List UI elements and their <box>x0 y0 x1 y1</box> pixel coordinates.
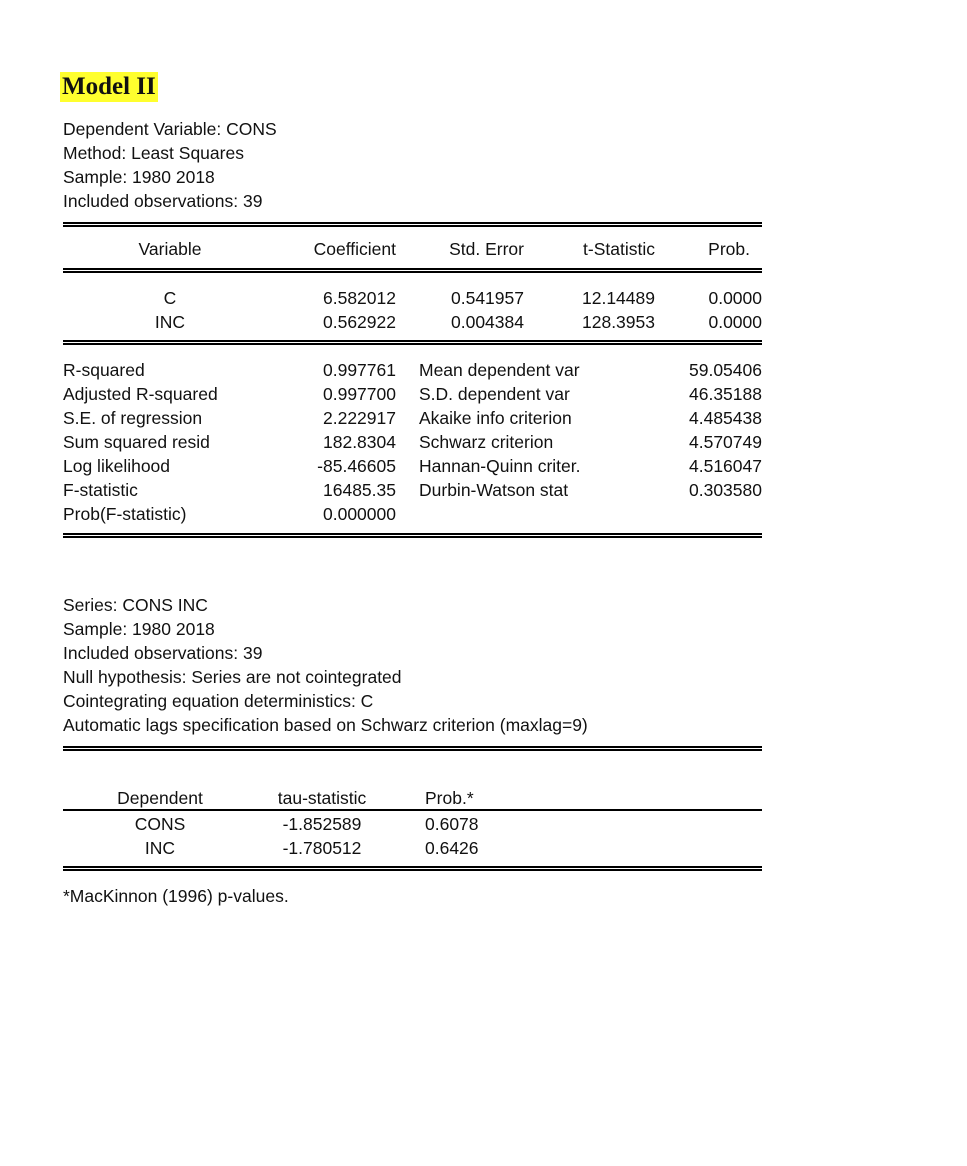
stat-value: 2.222917 <box>323 408 396 428</box>
coef-row-c-prob: 0.0000 <box>708 288 762 308</box>
coef-row-inc-coefficient: 0.562922 <box>323 312 396 332</box>
coint-included-observations: Included observations: 39 <box>63 643 263 663</box>
coef-row-c-t-statistic: 12.14489 <box>582 288 655 308</box>
coef-row-inc-variable: INC <box>154 312 186 332</box>
table-stats-double-rule <box>63 340 762 345</box>
coint-col-header-dependent: Dependent <box>117 788 203 808</box>
table-header-double-rule <box>63 268 762 273</box>
stat-value: 59.05406 <box>689 360 762 380</box>
coint-row-inc-prob: 0.6426 <box>425 838 479 858</box>
stat-label: Schwarz criterion <box>419 432 554 452</box>
coint-lag-spec: Automatic lags specification based on Schwarz criterion (maxlag=9) <box>63 715 588 735</box>
coef-row-inc-std-error: 0.004384 <box>451 312 524 332</box>
coint-row-cons-dependent: CONS <box>134 814 186 834</box>
coint-sample: Sample: 1980 2018 <box>63 619 215 639</box>
stat-label: F-statistic <box>63 480 138 500</box>
coint-top-double-rule <box>63 746 762 751</box>
coint-col-header-prob: Prob.* <box>425 788 474 808</box>
stat-value: -85.46605 <box>317 456 396 476</box>
stat-label: Sum squared resid <box>63 432 210 452</box>
coef-row-c-std-error: 0.541957 <box>451 288 524 308</box>
col-header-t-statistic: t-Statistic <box>583 239 655 259</box>
stat-value: 0.997761 <box>323 360 396 380</box>
coint-row-cons-prob: 0.6078 <box>425 814 479 834</box>
col-header-coefficient: Coefficient <box>313 239 396 259</box>
col-header-std-error: Std. Error <box>449 239 524 259</box>
stat-value: 46.35188 <box>689 384 762 404</box>
stat-label: Hannan-Quinn criter. <box>419 456 581 476</box>
stat-value: 4.485438 <box>689 408 762 428</box>
stat-label: Prob(F-statistic) <box>63 504 187 524</box>
coint-series: Series: CONS INC <box>63 595 208 615</box>
coint-header-rule <box>63 809 762 811</box>
stat-value: 16485.35 <box>323 480 396 500</box>
stat-value: 0.000000 <box>323 504 396 524</box>
col-header-prob: Prob. <box>708 239 750 259</box>
coef-row-inc-prob: 0.0000 <box>708 312 762 332</box>
model-title: Model II <box>62 73 156 100</box>
stat-label: S.D. dependent var <box>419 384 570 404</box>
coint-deterministics: Cointegrating equation deterministics: C <box>63 691 374 711</box>
stat-label: S.E. of regression <box>63 408 203 428</box>
col-header-variable: Variable <box>138 239 202 259</box>
table-bottom-double-rule <box>63 533 762 538</box>
header-included-observations: Included observations: 39 <box>63 191 263 211</box>
stat-value: 4.570749 <box>689 432 762 452</box>
stat-label: Log likelihood <box>63 456 171 476</box>
header-method: Method: Least Squares <box>63 143 244 163</box>
coint-null-hypothesis: Null hypothesis: Series are not cointegrated <box>63 667 402 687</box>
stat-value: 0.997700 <box>323 384 396 404</box>
stat-value: 4.516047 <box>689 456 762 476</box>
header-sample: Sample: 1980 2018 <box>63 167 215 187</box>
coint-col-header-tau: tau-statistic <box>277 788 367 808</box>
coint-bottom-double-rule <box>63 866 762 871</box>
coint-row-cons-tau: -1.852589 <box>282 814 362 834</box>
stat-label: Akaike info criterion <box>419 408 572 428</box>
header-dependent-variable: Dependent Variable: CONS <box>63 119 277 139</box>
stat-label: Adjusted R-squared <box>63 384 218 404</box>
coint-row-inc-tau: -1.780512 <box>282 838 362 858</box>
stat-label: Mean dependent var <box>419 360 580 380</box>
coef-row-inc-t-statistic: 128.3953 <box>582 312 655 332</box>
stat-value: 0.303580 <box>689 480 762 500</box>
stat-value: 182.8304 <box>323 432 396 452</box>
coef-row-c-variable: C <box>163 288 177 308</box>
table-top-double-rule <box>63 222 762 227</box>
footnote: *MacKinnon (1996) p-values. <box>63 886 289 906</box>
coint-row-inc-dependent: INC <box>144 838 176 858</box>
stat-label: R-squared <box>63 360 145 380</box>
stat-label: Durbin-Watson stat <box>419 480 569 500</box>
coef-row-c-coefficient: 6.582012 <box>323 288 396 308</box>
